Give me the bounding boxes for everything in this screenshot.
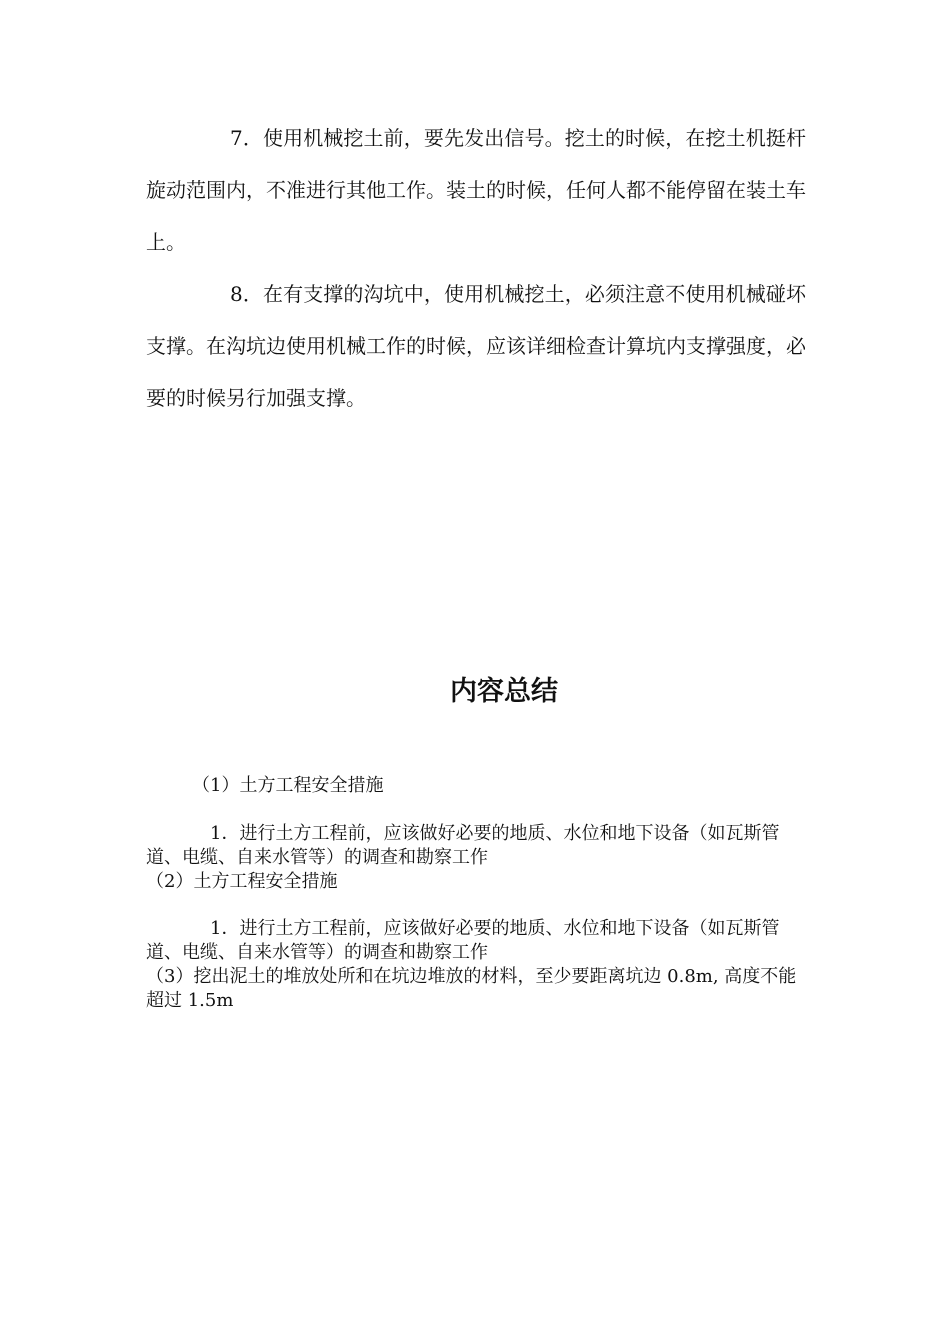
summary-title: 内容总结: [450, 676, 558, 707]
summary-item-3-text: （3）挖出泥土的堆放处所和在坑边堆放的材料，至少要距离坑边 0.8m, 高度不能超过 1.5m: [146, 966, 797, 1011]
summary-item-2-heading: （2）土方工程安全措施: [146, 871, 338, 892]
paragraph-item-7: 7．使用机械挖土前，要先发出信号。挖土的时候，在挖土机挺杆旋动范围内，不准进行其他工作。装土的时候，任何人都不能停留在装土车上。: [146, 126, 806, 254]
summary-item-1-text: 1．进行土方工程前，应该做好必要的地质、水位和地下设备（如瓦斯管道、电缆、自来水管等）的调查和勘察工作: [146, 823, 780, 868]
summary-block-2: [146, 917, 806, 1013]
paragraph-item-8: 8．在有支撑的沟坑中，使用机械挖土，必须注意不使用机械碰坏支撑。在沟坑边使用机械工作的时候，应该详细检查计算坑内支撑强度，必要的时候另行加强支撑。: [146, 282, 806, 410]
summary-item-1-heading: （1）土方工程安全措施: [192, 775, 384, 796]
summary-item-2-text: 1．进行土方工程前，应该做好必要的地质、水位和地下设备（如瓦斯管道、电缆、自来水管等）的调查和勘察工作: [146, 918, 780, 963]
summary-block-1: [146, 822, 806, 894]
